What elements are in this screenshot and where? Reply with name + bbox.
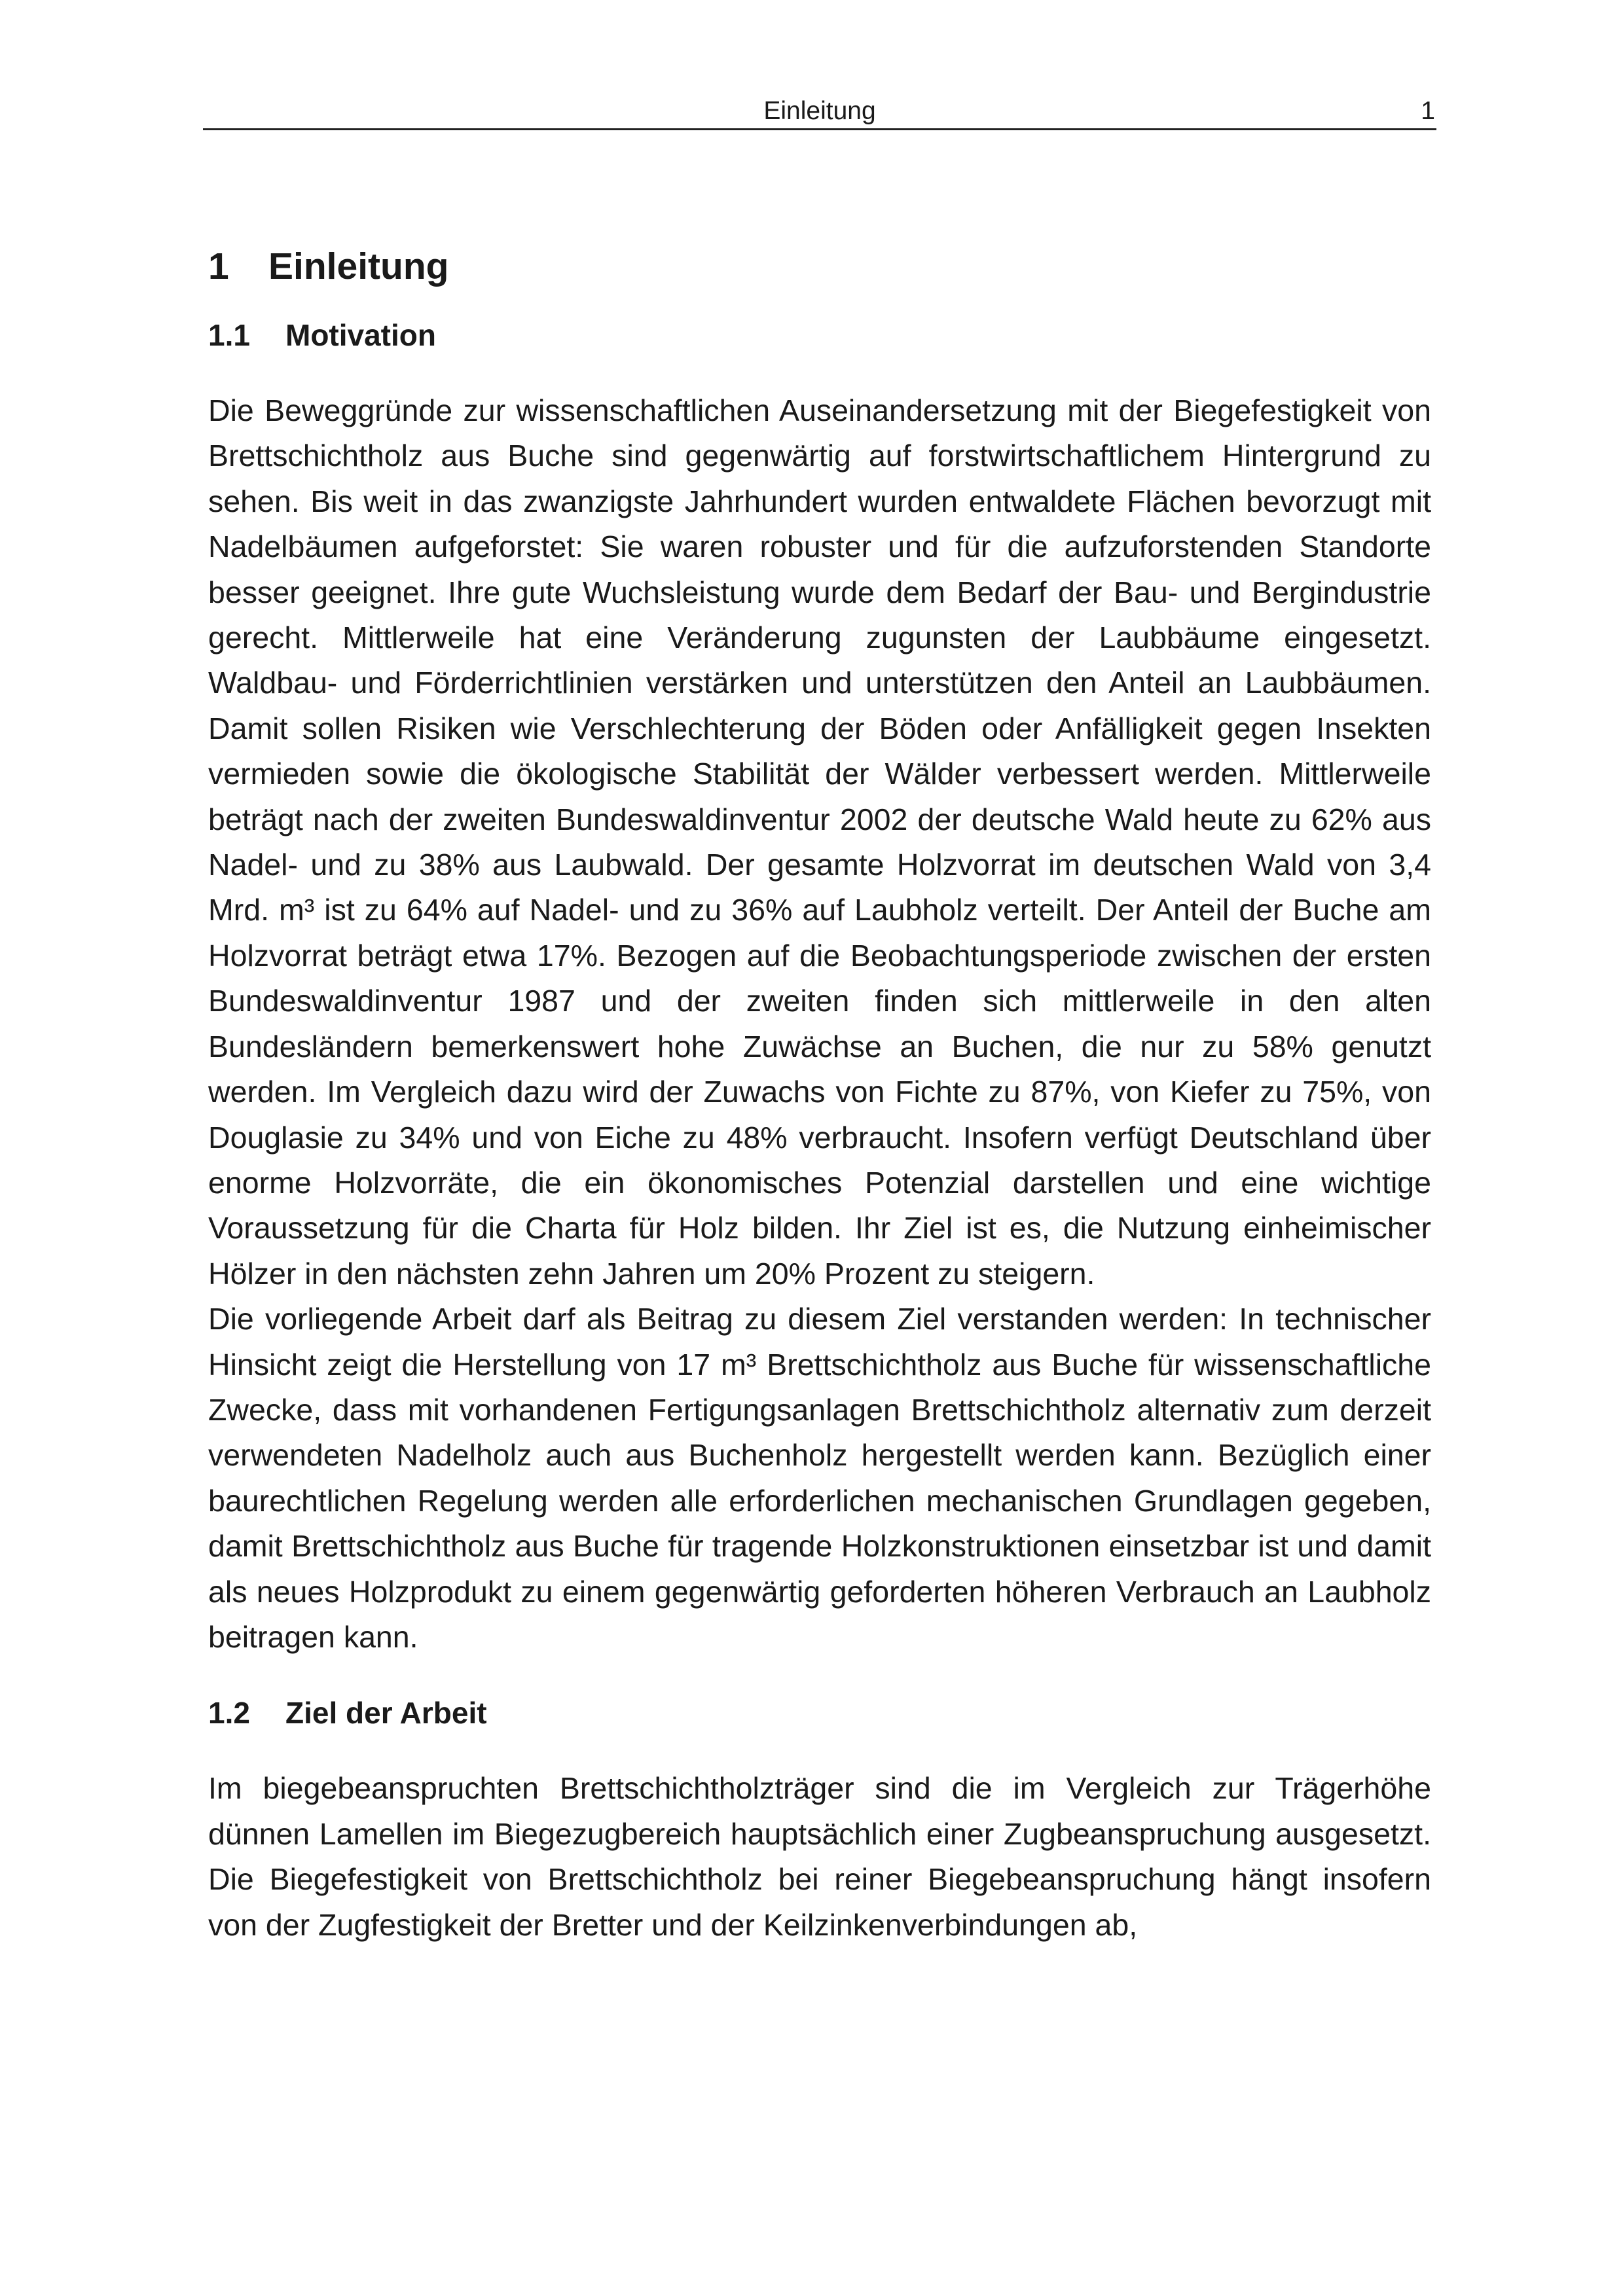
- section-title: Ziel der Arbeit: [285, 1696, 487, 1731]
- running-title: Einleitung: [763, 97, 876, 125]
- section-number: 1.2: [208, 1696, 250, 1731]
- chapter-number: 1: [208, 245, 229, 287]
- paragraph-ziel-1: Im biegebeanspruchten Brettschichtholzträger sind die im Vergleich zur Trägerhöhe dünnen Lamellen im Biegezugbereich hauptsächlich einer Zugbeanspruchung ausgesetzt. Die Biegefestigkeit von Brettschichtholz bei reiner Biegebeanspruchung hängt insofern von der Zugfestigkeit der Bretter und der Keilzinkenverbindungen ab,: [208, 1771, 1431, 1942]
- paragraph-motivation-2: Die vorliegende Arbeit darf als Beitrag zu diesem Ziel verstanden werden: In technischer Hinsicht zeigt die Herstellung von 17 m³ Brettschichtholz aus Buche für wissenschaftliche Zwecke, dass mit vorhandenen Fertigungsanlagen Brettschichtholz alternativ zum derzeit verwendeten Nadelholz auch aus Buchenholz hergestellt werden kann. Bezüglich einer baurechtlichen Regelung werden alle erforderlichen mechanischen Grundlagen gegeben, damit Brettschichtholz aus Buche für tragende Holzkonstruktionen einsetzbar ist und damit als neues Holzprodukt zu einem gegenwärtig geforderten höheren Verbrauch an Laubholz beitragen kann.: [208, 1302, 1431, 1654]
- section-heading-ziel: [208, 1690, 1431, 1736]
- page-number: 1: [1421, 97, 1435, 125]
- paragraph-motivation-1: Die Beweggründe zur wissenschaftlichen Auseinandersetzung mit der Biegefestigkeit von Brettschichtholz aus Buche sind gegenwärtig auf forstwirtschaftlichem Hintergrund zu sehen. Bis weit in das zwanzigste Jahrhundert wurden entwaldete Flächen bevorzugt mit Nadelbäumen aufgeforstet: Sie waren robuster und für die aufzuforstenden Standorte besser geeignet. Ihre gute Wuchsleistung wurde dem Bedarf der Bau- und Bergindustrie gerecht. Mittlerweile hat eine Veränderung zugunsten der Laubbäume eingesetzt. Waldbau- und Förderrichtlinien verstärken und unterstützen den Anteil an Laubbäumen. Damit sollen Risiken wie Verschlechterung der Böden oder Anfälligkeit gegen Insekten vermieden sowie die ökologische Stabilität der Wälder verbessert werden. Mittlerweile beträgt nach der zweiten Bundeswaldinventur 2002 der deutsche Wald heute zu 62% aus Nadel- und zu 38% aus Laubwald. Der gesamte Holzvorrat im deutschen Wald von 3,4 Mrd. m³ ist zu 64% auf Nadel- und zu 36% auf Laubholz verteilt. Der Anteil der Buche am Holzvorrat beträgt etwa 17%. Bezogen auf die Beobachtungsperiode zwischen der ersten Bundeswaldinventur 1987 und der zweiten finden sich mittlerweile in den alten Bundesländern bemerkenswert hohe Zuwächse an Buchen, die nur zu 58% genutzt werden. Im Vergleich dazu wird der Zuwachs von Fichte zu 87%, von Kiefer zu 75%, von Douglasie zu 34% und von Eiche zu 48% verbraucht. Insofern verfügt Deutschland über enorme Holzvorräte, die ein ökonomisches Potenzial darstellen und eine wichtige Voraussetzung für die Charta für Holz bilden. Ihr Ziel ist es, die Nutzung einheimischer Hölzer in den nächsten zehn Jahren um 20% Prozent zu steigern.: [208, 393, 1431, 1291]
- section-heading-motivation: [208, 312, 1431, 358]
- section-number: 1.1: [208, 318, 250, 352]
- page-header: [203, 96, 1436, 130]
- page-body: [208, 216, 1431, 1948]
- chapter-heading: [208, 234, 1431, 299]
- chapter-title: Einleitung: [268, 245, 449, 287]
- section-title: Motivation: [285, 318, 436, 352]
